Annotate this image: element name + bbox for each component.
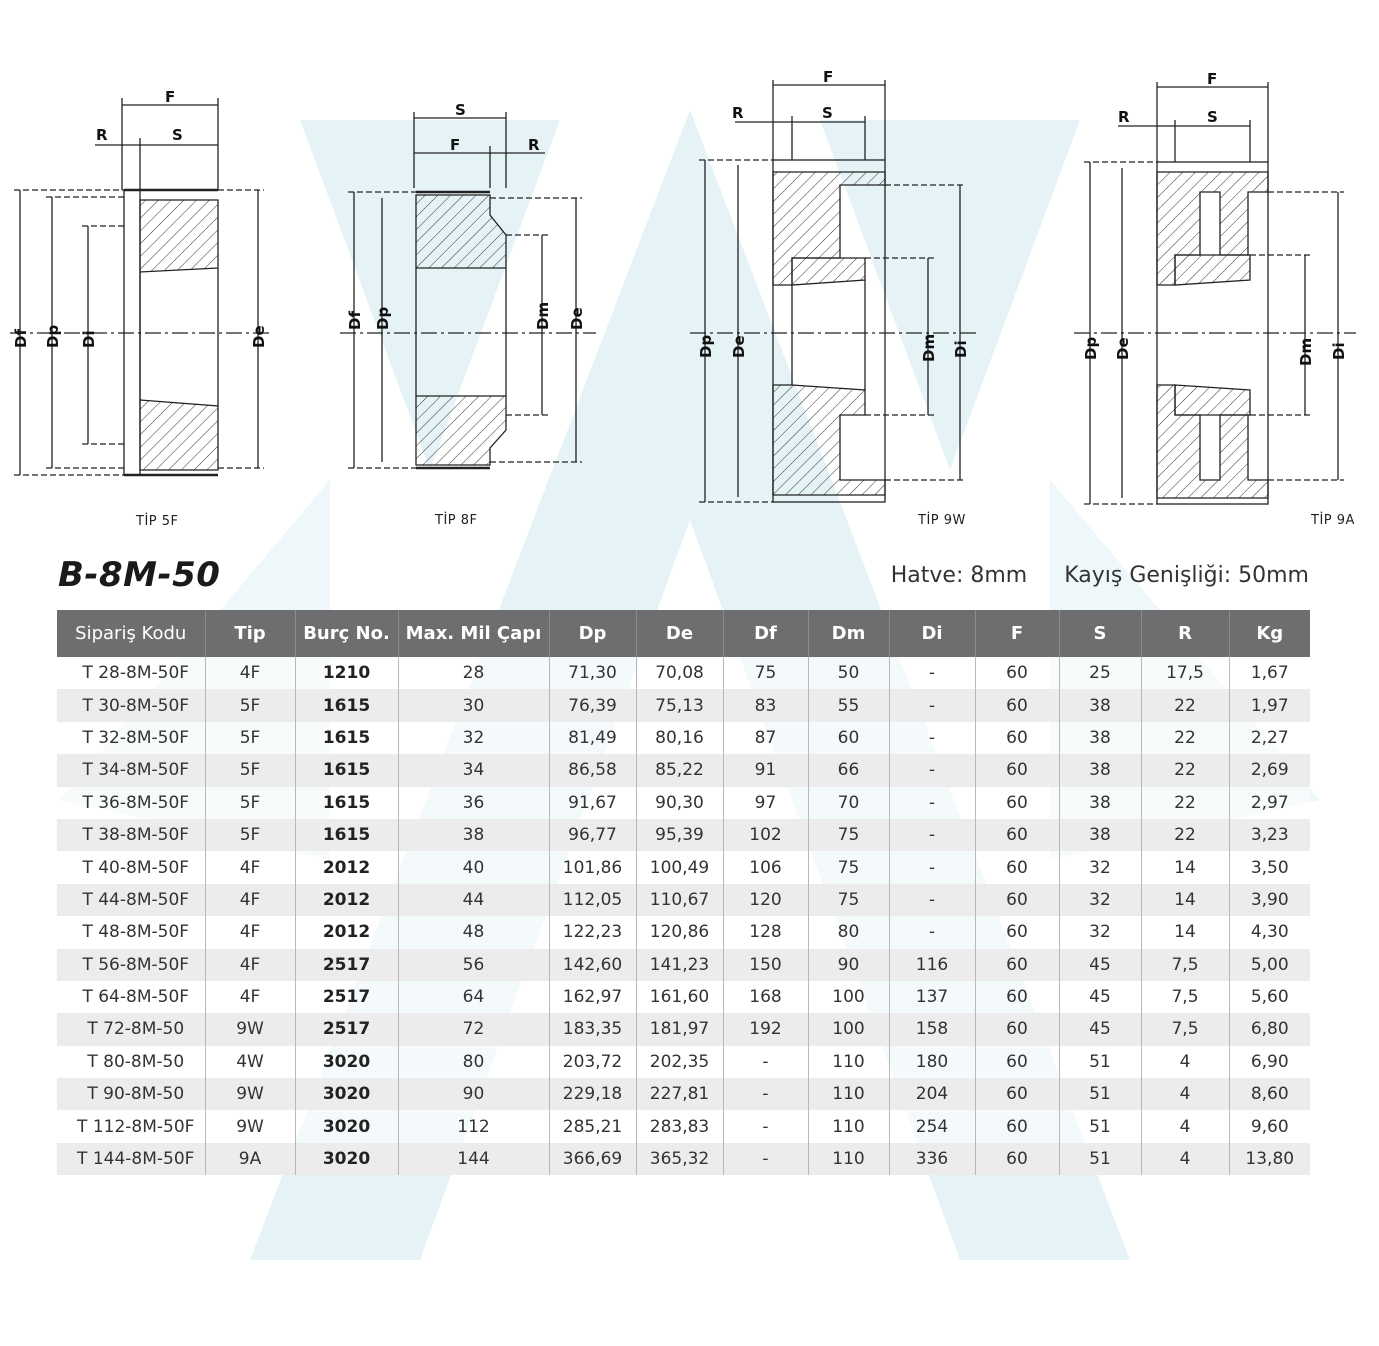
svg-text:Dm: Dm (920, 333, 938, 362)
table-cell: 60 (975, 949, 1059, 981)
table-cell: 141,23 (636, 949, 723, 981)
table-cell: 60 (975, 1143, 1059, 1175)
table-cell: 7,5 (1141, 1013, 1229, 1045)
table-cell: 60 (975, 657, 1059, 689)
svg-text:R: R (528, 136, 540, 154)
table-cell: 51 (1059, 1078, 1141, 1110)
svg-text:Dp: Dp (697, 334, 715, 358)
table-cell: 32 (1059, 851, 1141, 883)
table-cell: 9W (205, 1013, 295, 1045)
table-cell: 22 (1141, 819, 1229, 851)
table-cell: 8,60 (1229, 1078, 1310, 1110)
table-cell: T 48-8M-50F (57, 916, 205, 948)
table-row (57, 851, 1310, 883)
svg-text:De: De (730, 335, 748, 358)
table-cell: 336 (889, 1143, 975, 1175)
table-cell: 110 (808, 1046, 889, 1078)
table-cell: - (889, 819, 975, 851)
table-cell: 76,39 (549, 689, 636, 721)
table-cell: 4,30 (1229, 916, 1310, 948)
table-cell: 120 (723, 884, 808, 916)
diagram-tip-9w (680, 40, 1000, 510)
table-cell: 66 (808, 754, 889, 786)
table-cell: 112,05 (549, 884, 636, 916)
table-cell: T 28-8M-50F (57, 657, 205, 689)
table-cell: 80 (398, 1046, 549, 1078)
table-cell: 365,32 (636, 1143, 723, 1175)
table-cell: 55 (808, 689, 889, 721)
table-cell: T 36-8M-50F (57, 787, 205, 819)
table-cell: 110 (808, 1143, 889, 1175)
table-cell: 4F (205, 949, 295, 981)
table-cell: 38 (398, 819, 549, 851)
table-cell: T 30-8M-50F (57, 689, 205, 721)
table-cell: 144 (398, 1143, 549, 1175)
table-cell: 203,72 (549, 1046, 636, 1078)
table-cell: 5F (205, 722, 295, 754)
table-cell: 2,97 (1229, 787, 1310, 819)
diagram-tip-9a (1060, 40, 1370, 510)
table-cell: 60 (975, 1046, 1059, 1078)
table-cell: 38 (1059, 689, 1141, 721)
table-cell: 3,23 (1229, 819, 1310, 851)
svg-text:Dm: Dm (534, 301, 552, 330)
table-cell: 100 (808, 1013, 889, 1045)
table-cell: 4F (205, 851, 295, 883)
table-cell: 4F (205, 916, 295, 948)
table-cell: 36 (398, 787, 549, 819)
svg-text:De: De (250, 325, 268, 348)
svg-text:F: F (450, 136, 461, 154)
column-header: Di (889, 610, 975, 657)
table-cell: 60 (975, 722, 1059, 754)
table-cell: 51 (1059, 1143, 1141, 1175)
table-cell: 100,49 (636, 851, 723, 883)
table-cell: 60 (975, 884, 1059, 916)
table-cell: 2,27 (1229, 722, 1310, 754)
table-cell: T 90-8M-50 (57, 1078, 205, 1110)
table-cell: 90 (808, 949, 889, 981)
column-header: S (1059, 610, 1141, 657)
table-cell: 5F (205, 754, 295, 786)
table-cell: 192 (723, 1013, 808, 1045)
table-cell: 80 (808, 916, 889, 948)
table-cell: 91,67 (549, 787, 636, 819)
table-row (57, 1110, 1310, 1142)
svg-text:S: S (1207, 108, 1218, 126)
table-row (57, 1143, 1310, 1175)
table-cell: 60 (975, 787, 1059, 819)
table-cell: 183,35 (549, 1013, 636, 1045)
table-cell: T 34-8M-50F (57, 754, 205, 786)
svg-text:Df: Df (346, 311, 364, 330)
table-row (57, 722, 1310, 754)
table-cell: 80,16 (636, 722, 723, 754)
table-cell: - (723, 1046, 808, 1078)
table-cell: T 56-8M-50F (57, 949, 205, 981)
table-cell: 5,00 (1229, 949, 1310, 981)
table-cell: 4F (205, 657, 295, 689)
table-cell: 3020 (295, 1143, 398, 1175)
table-cell: T 64-8M-50F (57, 981, 205, 1013)
table-cell: 110 (808, 1110, 889, 1142)
table-cell: 38 (1059, 819, 1141, 851)
table-cell: 91 (723, 754, 808, 786)
svg-text:S: S (455, 101, 466, 119)
table-cell: 60 (975, 916, 1059, 948)
table-cell: 86,58 (549, 754, 636, 786)
table-cell: 4 (1141, 1110, 1229, 1142)
table-cell: 60 (975, 981, 1059, 1013)
table-cell: 254 (889, 1110, 975, 1142)
table-cell: 60 (975, 1110, 1059, 1142)
tip-label-9w: TİP 9W (918, 513, 966, 528)
table-cell: 1,97 (1229, 689, 1310, 721)
column-header: Dp (549, 610, 636, 657)
svg-text:Dp: Dp (374, 306, 392, 330)
table-cell: 4 (1141, 1143, 1229, 1175)
table-cell: T 44-8M-50F (57, 884, 205, 916)
table-row (57, 1013, 1310, 1045)
svg-text:F: F (823, 68, 834, 86)
table-cell: 4 (1141, 1078, 1229, 1110)
table-row (57, 916, 1310, 948)
tip-label-5f: TİP 5F (136, 514, 179, 529)
table-cell: 4F (205, 884, 295, 916)
table-cell: 9W (205, 1110, 295, 1142)
table-cell: 28 (398, 657, 549, 689)
table-cell: 32 (1059, 884, 1141, 916)
table-cell: 25 (1059, 657, 1141, 689)
svg-text:Di: Di (952, 340, 970, 358)
table-cell: - (889, 657, 975, 689)
table-cell: 97 (723, 787, 808, 819)
table-cell: 22 (1141, 689, 1229, 721)
svg-text:De: De (568, 307, 586, 330)
table-cell: 2012 (295, 884, 398, 916)
table-cell: 60 (975, 1013, 1059, 1045)
column-header: Df (723, 610, 808, 657)
table-cell: 96,77 (549, 819, 636, 851)
table-cell: 64 (398, 981, 549, 1013)
table-cell: - (889, 722, 975, 754)
table-cell: 137 (889, 981, 975, 1013)
table-cell: T 32-8M-50F (57, 722, 205, 754)
table-row (57, 1046, 1310, 1078)
table-cell: - (889, 689, 975, 721)
table-cell: - (889, 884, 975, 916)
table-cell: - (889, 754, 975, 786)
table-cell: 38 (1059, 754, 1141, 786)
table-cell: - (889, 851, 975, 883)
table-cell: 38 (1059, 787, 1141, 819)
table-cell: 60 (975, 754, 1059, 786)
table-cell: 60 (975, 1078, 1059, 1110)
table-cell: 2517 (295, 1013, 398, 1045)
table-cell: 60 (975, 819, 1059, 851)
table-cell: 51 (1059, 1046, 1141, 1078)
table-cell: 32 (398, 722, 549, 754)
spec-line (891, 563, 1309, 588)
table-cell: - (889, 916, 975, 948)
table-cell: 1615 (295, 754, 398, 786)
table-cell: 7,5 (1141, 981, 1229, 1013)
table-cell: 83 (723, 689, 808, 721)
svg-text:Dm: Dm (1297, 337, 1315, 366)
table-cell: 9,60 (1229, 1110, 1310, 1142)
table-cell: 45 (1059, 1013, 1141, 1045)
tip-label-9a: TİP 9A (1311, 513, 1355, 528)
table-cell: 3020 (295, 1078, 398, 1110)
pitch-spec: Hatve: 8mm (890, 563, 1028, 588)
table-cell: 227,81 (636, 1078, 723, 1110)
table-cell: 75 (808, 884, 889, 916)
table-row (57, 884, 1310, 916)
table-cell: 283,83 (636, 1110, 723, 1142)
svg-text:Di: Di (1330, 342, 1348, 360)
table-cell: 285,21 (549, 1110, 636, 1142)
table-cell: 75 (808, 851, 889, 883)
page-title: B-8M-50 (58, 555, 221, 595)
table-cell: 110,67 (636, 884, 723, 916)
table-cell: 87 (723, 722, 808, 754)
table-header-row (57, 610, 1310, 657)
table-cell: 116 (889, 949, 975, 981)
table-cell: 60 (975, 689, 1059, 721)
table-cell: 6,80 (1229, 1013, 1310, 1045)
column-header: Tip (205, 610, 295, 657)
table-cell: 70 (808, 787, 889, 819)
table-cell: 75 (723, 657, 808, 689)
table-row (57, 981, 1310, 1013)
table-cell: 5F (205, 787, 295, 819)
table-cell: 45 (1059, 949, 1141, 981)
table-cell: 150 (723, 949, 808, 981)
table-cell: 366,69 (549, 1143, 636, 1175)
svg-text:S: S (822, 104, 833, 122)
table-cell: 17,5 (1141, 657, 1229, 689)
table-cell: 6,90 (1229, 1046, 1310, 1078)
table-cell: 158 (889, 1013, 975, 1045)
table-cell: 90,30 (636, 787, 723, 819)
table-cell: 48 (398, 916, 549, 948)
table-cell: 30 (398, 689, 549, 721)
table-cell: - (723, 1078, 808, 1110)
table-cell: 1615 (295, 819, 398, 851)
table-cell: 38 (1059, 722, 1141, 754)
table-cell: 202,35 (636, 1046, 723, 1078)
pulley-spec-table (57, 610, 1310, 1175)
table-cell: T 80-8M-50 (57, 1046, 205, 1078)
table-cell: 3,90 (1229, 884, 1310, 916)
table-cell: 85,22 (636, 754, 723, 786)
table-cell: 45 (1059, 981, 1141, 1013)
svg-text:De: De (1114, 337, 1132, 360)
table-cell: - (723, 1110, 808, 1142)
table-cell: 22 (1141, 754, 1229, 786)
table-cell: 122,23 (549, 916, 636, 948)
table-cell: 22 (1141, 787, 1229, 819)
table-cell: T 40-8M-50F (57, 851, 205, 883)
diagram-tip-8f (300, 40, 620, 510)
table-cell: 71,30 (549, 657, 636, 689)
table-row (57, 787, 1310, 819)
table-cell: 161,60 (636, 981, 723, 1013)
column-header: Dm (808, 610, 889, 657)
table-cell: 56 (398, 949, 549, 981)
table-cell: 3,50 (1229, 851, 1310, 883)
table-cell: 112 (398, 1110, 549, 1142)
table-cell: 5F (205, 689, 295, 721)
table-row (57, 689, 1310, 721)
table-cell: 32 (1059, 916, 1141, 948)
table-cell: 142,60 (549, 949, 636, 981)
table-cell: 1210 (295, 657, 398, 689)
table-row (57, 819, 1310, 851)
table-cell: 5,60 (1229, 981, 1310, 1013)
table-cell: 204 (889, 1078, 975, 1110)
table-cell: 128 (723, 916, 808, 948)
table-cell: T 72-8M-50 (57, 1013, 205, 1045)
svg-text:Df: Df (12, 329, 30, 348)
table-cell: 14 (1141, 851, 1229, 883)
column-header: De (636, 610, 723, 657)
table-cell: 5F (205, 819, 295, 851)
table-row (57, 657, 1310, 689)
table-cell: 106 (723, 851, 808, 883)
table-cell: 44 (398, 884, 549, 916)
table-cell: 81,49 (549, 722, 636, 754)
table-cell: 181,97 (636, 1013, 723, 1045)
table-cell: 110 (808, 1078, 889, 1110)
column-header: Burç No. (295, 610, 398, 657)
table-cell: T 38-8M-50F (57, 819, 205, 851)
table-cell: 3020 (295, 1110, 398, 1142)
table-cell: 60 (808, 722, 889, 754)
table-cell: 75,13 (636, 689, 723, 721)
table-row (57, 949, 1310, 981)
table-cell: 162,97 (549, 981, 636, 1013)
table-cell: 13,80 (1229, 1143, 1310, 1175)
table-cell: 1615 (295, 722, 398, 754)
table-cell: 4F (205, 981, 295, 1013)
svg-text:R: R (732, 104, 744, 122)
table-cell: 2517 (295, 981, 398, 1013)
table-cell: 90 (398, 1078, 549, 1110)
diagram-tip-5f (0, 40, 300, 510)
table-cell: 168 (723, 981, 808, 1013)
column-header: Sipariş Kodu (57, 610, 205, 657)
table-cell: 9W (205, 1078, 295, 1110)
table-cell: 50 (808, 657, 889, 689)
svg-text:R: R (96, 126, 108, 144)
table-cell: 1615 (295, 689, 398, 721)
table-cell: 1615 (295, 787, 398, 819)
svg-text:Di: Di (80, 330, 98, 348)
svg-text:F: F (1207, 70, 1218, 88)
table-cell: 101,86 (549, 851, 636, 883)
table-cell: - (723, 1143, 808, 1175)
table-cell: 9A (205, 1143, 295, 1175)
table-cell: 2012 (295, 916, 398, 948)
table-cell: 70,08 (636, 657, 723, 689)
table-cell: 51 (1059, 1110, 1141, 1142)
table-cell: 3020 (295, 1046, 398, 1078)
table-cell: 229,18 (549, 1078, 636, 1110)
table-cell: 14 (1141, 884, 1229, 916)
table-cell: 4 (1141, 1046, 1229, 1078)
column-header: Max. Mil Çapı (398, 610, 549, 657)
table-cell: 22 (1141, 722, 1229, 754)
table-cell: T 144-8M-50F (57, 1143, 205, 1175)
table-cell: 7,5 (1141, 949, 1229, 981)
table-cell: 60 (975, 851, 1059, 883)
svg-text:Dp: Dp (44, 324, 62, 348)
table-cell: 95,39 (636, 819, 723, 851)
column-header: R (1141, 610, 1229, 657)
svg-text:R: R (1118, 108, 1130, 126)
table-cell: 1,67 (1229, 657, 1310, 689)
table-row (57, 754, 1310, 786)
table-cell: 180 (889, 1046, 975, 1078)
table-cell: 40 (398, 851, 549, 883)
column-header: Kg (1229, 610, 1310, 657)
column-header: F (975, 610, 1059, 657)
belt-width-spec: Kayış Genişliği: 50mm (1064, 563, 1309, 588)
table-cell: 100 (808, 981, 889, 1013)
table-cell: 4W (205, 1046, 295, 1078)
svg-text:Dp: Dp (1082, 336, 1100, 360)
table-cell: 75 (808, 819, 889, 851)
table-cell: 2517 (295, 949, 398, 981)
table-cell: 14 (1141, 916, 1229, 948)
svg-text:F: F (165, 88, 176, 106)
table-cell: 72 (398, 1013, 549, 1045)
table-cell: 120,86 (636, 916, 723, 948)
table-cell: - (889, 787, 975, 819)
tip-label-8f: TİP 8F (435, 513, 478, 528)
table-row (57, 1078, 1310, 1110)
table-cell: T 112-8M-50F (57, 1110, 205, 1142)
svg-text:S: S (172, 126, 183, 144)
table-cell: 2,69 (1229, 754, 1310, 786)
table-cell: 34 (398, 754, 549, 786)
table-cell: 102 (723, 819, 808, 851)
table-cell: 2012 (295, 851, 398, 883)
